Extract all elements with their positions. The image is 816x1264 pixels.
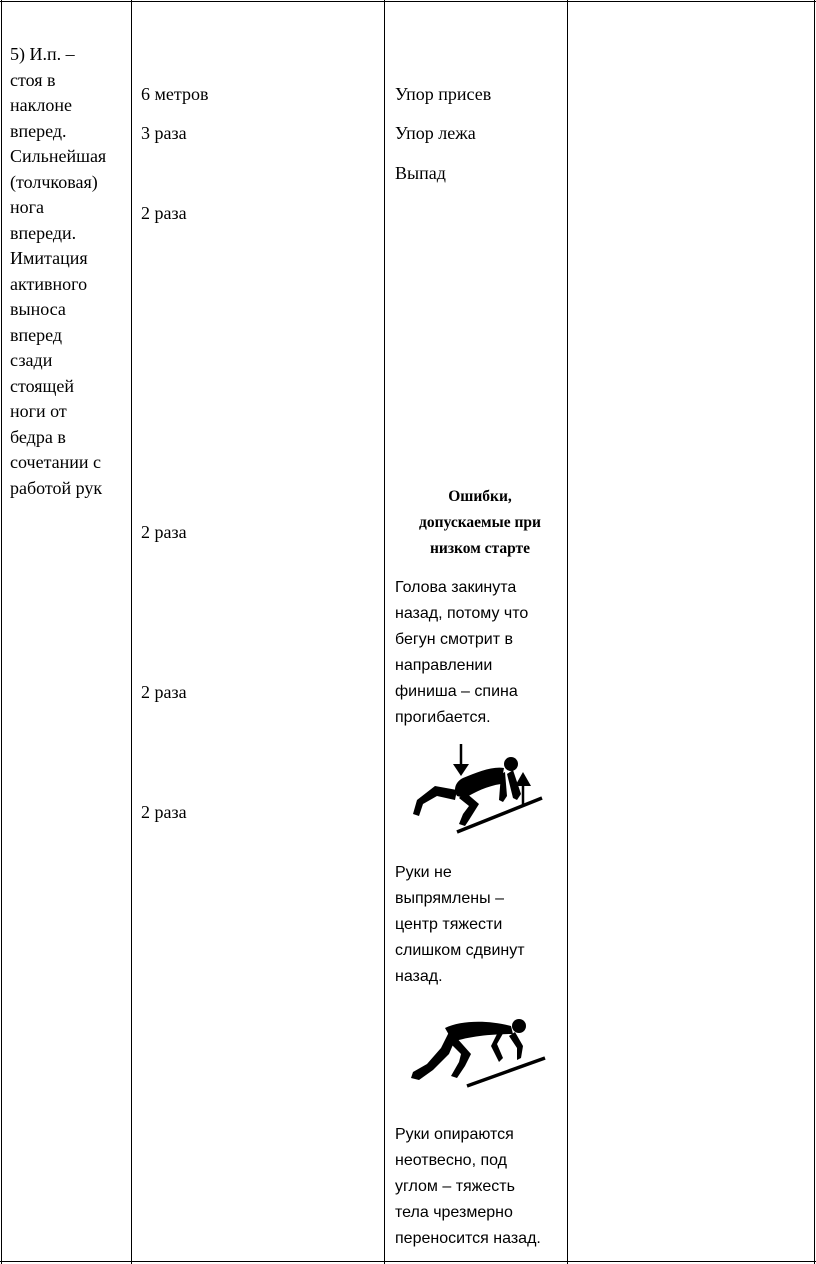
dosage-distance: 6 метров [141, 84, 209, 104]
error-item-text: Голова закинута назад, потому что бегун смотрит в направлении финиша – спина прогибается. [395, 579, 529, 726]
position-item: Выпад [395, 163, 446, 183]
runner-low-start-head-up-icon [405, 740, 550, 840]
column-divider-1 [131, 0, 132, 1264]
position-item: Упор лежа [395, 123, 476, 143]
dosage-reps: 2 раза [141, 203, 187, 223]
dosage-reps: 2 раза [141, 802, 187, 822]
table-top-border [0, 1, 816, 2]
errors-heading: Ошибки, допускаемые при низком старте [419, 488, 541, 557]
table-left-border [1, 0, 2, 1264]
runner-low-start-bent-arms-icon [405, 1012, 550, 1092]
position-item: Упор присев [395, 84, 492, 104]
table-right-border [814, 0, 815, 1264]
column-divider-2 [384, 0, 385, 1264]
error-item-text: Руки опираются неотвесно, под углом – тяжесть тела чрезмерно переносится назад. [395, 1126, 541, 1247]
dosage-reps: 3 раза [141, 123, 187, 143]
table-bottom-border [0, 1261, 816, 1262]
exercise-description: 5) И.п. – стоя в наклоне вперед. Сильнейшая (толчковая) нога впереди. Имитация активного выноса вперед сзади стоящей ноги от бедра в сочетании с работой рук [10, 44, 107, 498]
dosage-reps: 2 раза [141, 682, 187, 702]
dosage-reps: 2 раза [141, 522, 187, 542]
error-item-text: Руки не выпрямлены – центр тяжести слишком сдвинут назад. [395, 864, 525, 985]
column-divider-3 [567, 0, 568, 1264]
